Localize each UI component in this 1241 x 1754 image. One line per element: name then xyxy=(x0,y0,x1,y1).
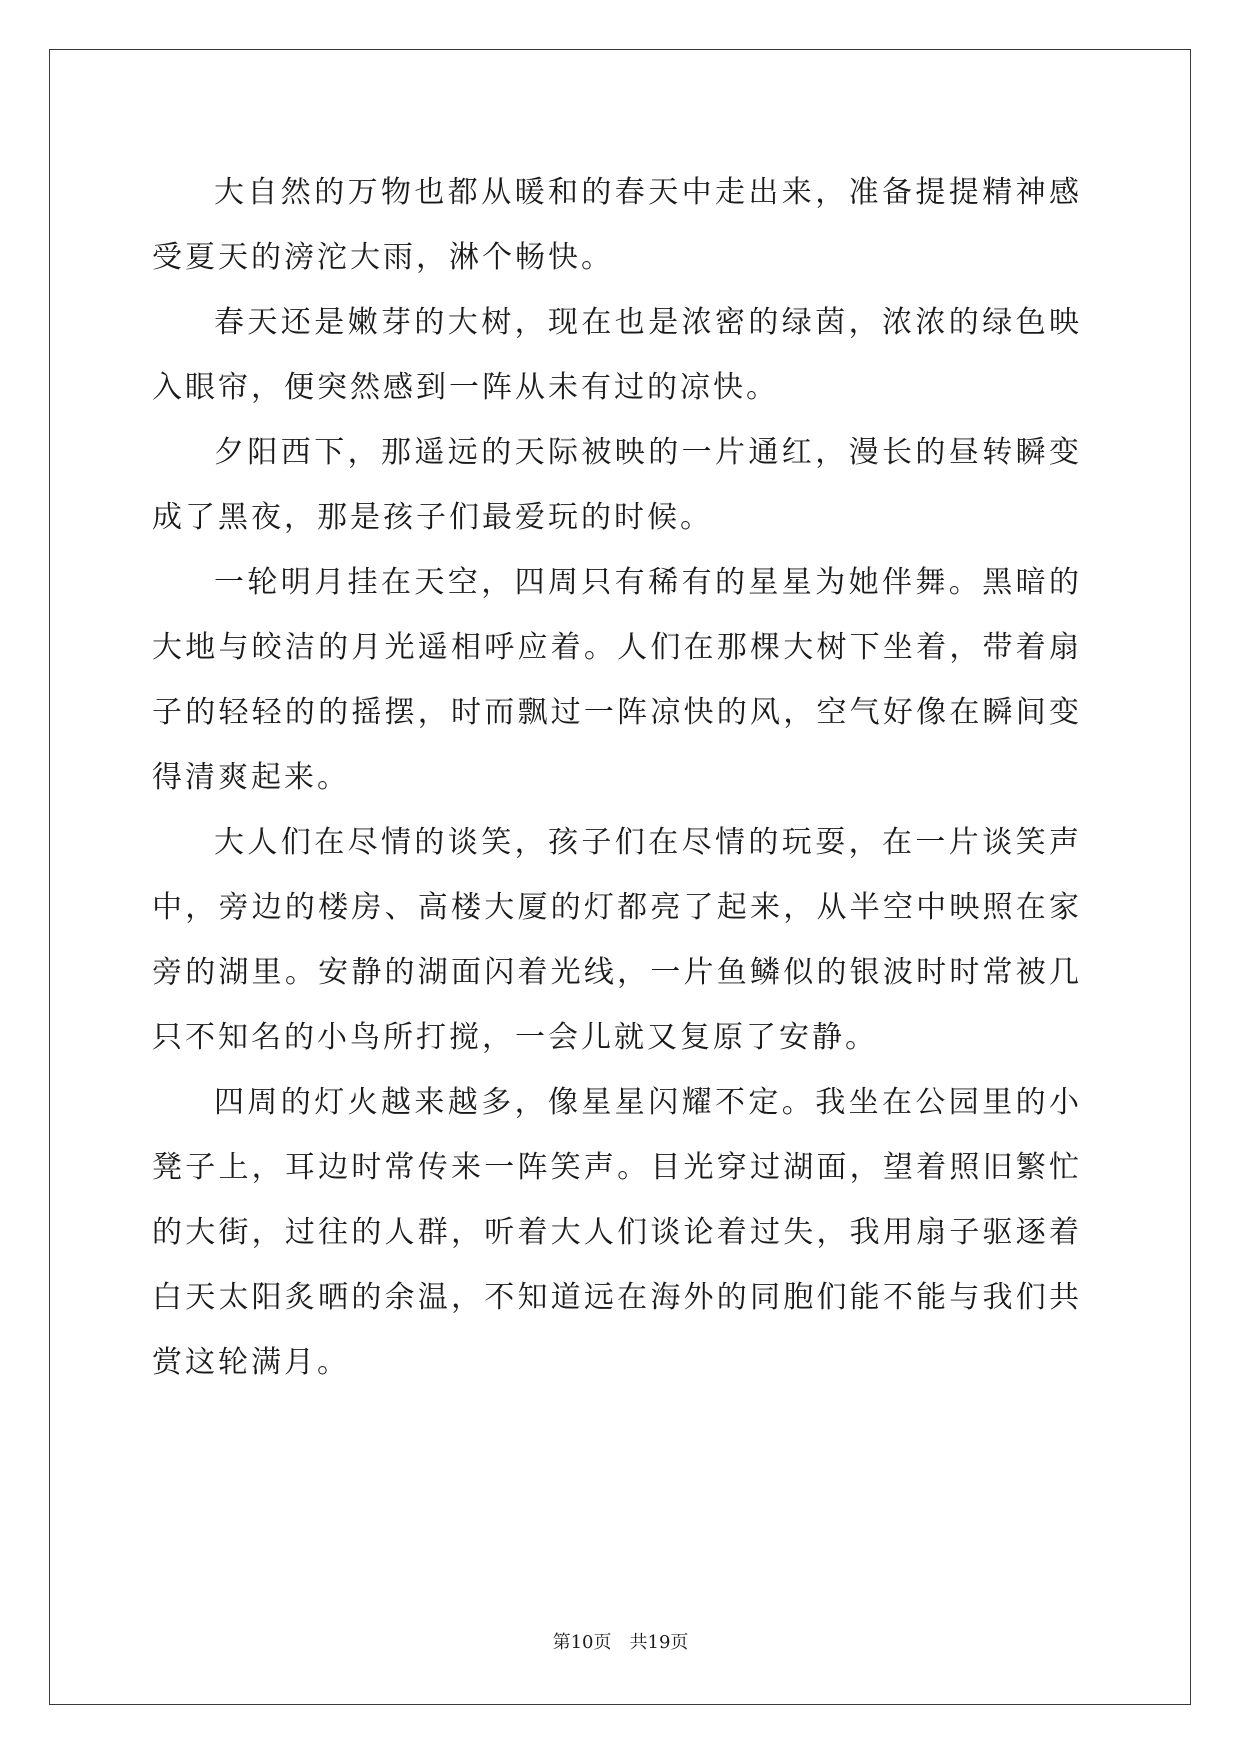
paragraph-2: 春天还是嫩芽的大树，现在也是浓密的绿茵，浓浓的绿色映入眼帘，便突然感到一阵从未有过的凉快。 xyxy=(152,305,1082,405)
paragraph-5: 大人们在尽情的谈笑，孩子们在尽情的玩耍，在一片谈笑声中，旁边的楼房、高楼大厦的灯都亮了起来，从半空中映照在家旁的湖里。安静的湖面闪着光线，一片鱼鳞似的银波时时常被几只不知名的小鸟所打搅，一会儿就又复原了安静。 xyxy=(152,825,1082,1055)
document-body xyxy=(152,160,1082,1395)
page-footer xyxy=(0,1628,1241,1654)
paragraph-3: 夕阳西下，那遥远的天际被映的一片通红，漫长的昼转瞬变成了黑夜，那是孩子们最爱玩的时候。 xyxy=(152,435,1082,535)
paragraph-4: 一轮明月挂在天空，四周只有稀有的星星为她伴舞。黑暗的大地与皎洁的月光遥相呼应着。人们在那棵大树下坐着，带着扇子的轻轻的的摇摆，时而飘过一阵凉快的风，空气好像在瞬间变得清爽起来。 xyxy=(152,565,1082,795)
total-page-count: 共19页 xyxy=(629,1632,689,1653)
paragraph-1: 大自然的万物也都从暖和的春天中走出来，准备提提精神感受夏天的滂沱大雨，淋个畅快。 xyxy=(152,175,1082,275)
paragraph-6: 四周的灯火越来越多，像星星闪耀不定。我坐在公园里的小凳子上，耳边时常传来一阵笑声。目光穿过湖面，望着照旧繁忙的大街，过往的人群，听着大人们谈论着过失，我用扇子驱逐着白天太阳炙晒的余温，不知道远在海外的同胞们能不能与我们共赏这轮满月。 xyxy=(152,1085,1082,1380)
current-page-number: 第10页 xyxy=(552,1632,612,1653)
